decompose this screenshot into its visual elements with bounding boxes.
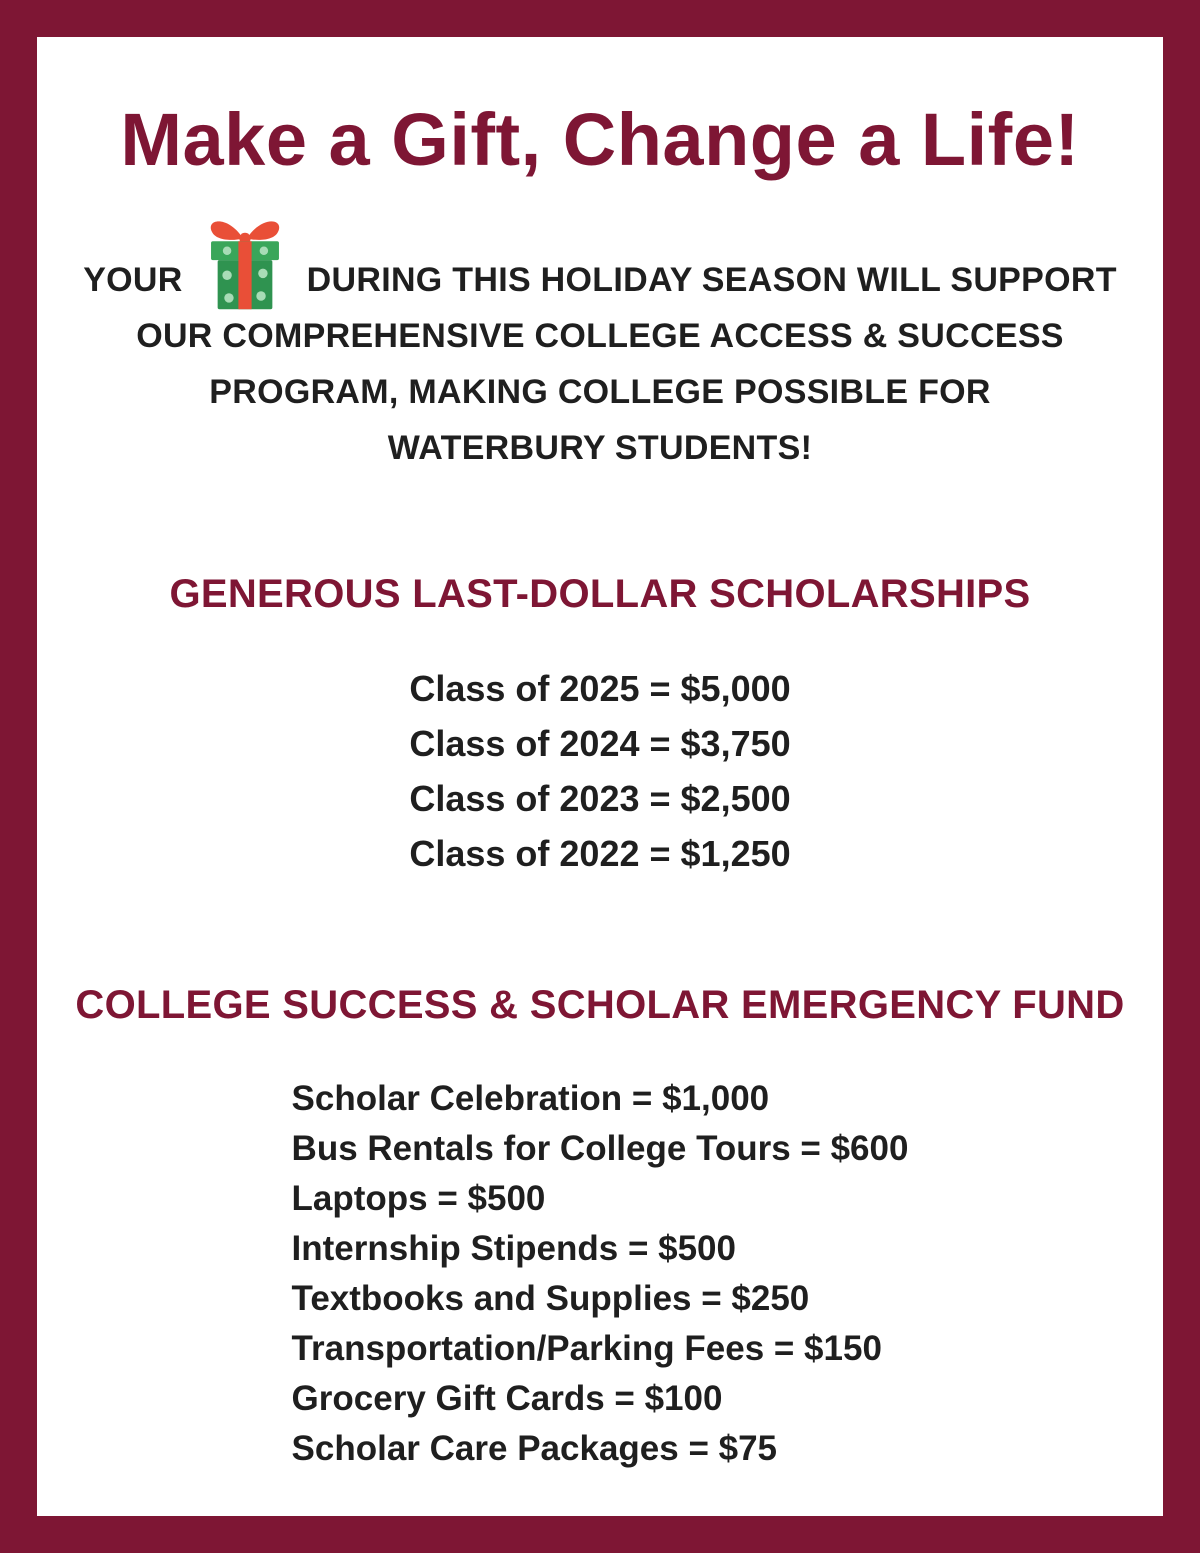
intro-line-4: WATERBURY STUDENTS!: [387, 429, 813, 468]
section-heading-scholarships: GENEROUS LAST-DOLLAR SCHOLARSHIPS: [169, 572, 1031, 617]
list-item: Class of 2023 = $2,500: [409, 778, 791, 820]
list-item: Internship Stipends = $500: [291, 1229, 736, 1269]
list-item: Class of 2022 = $1,250: [409, 833, 791, 875]
flyer-page: [37, 37, 1163, 1516]
list-item: Scholar Care Packages = $75: [291, 1429, 778, 1469]
list-item: Scholar Celebration = $1,000: [291, 1079, 770, 1119]
list-item: Laptops = $500: [291, 1179, 546, 1219]
section-heading-emergency-fund: COLLEGE SUCCESS & SCHOLAR EMERGENCY FUND: [75, 983, 1125, 1028]
intro-line-3: PROGRAM, MAKING COLLEGE POSSIBLE FOR: [209, 373, 991, 412]
intro-line-1: [37, 252, 1163, 308]
list-item: Transportation/Parking Fees = $150: [291, 1329, 882, 1369]
list-item: Class of 2025 = $5,000: [409, 668, 791, 710]
list-item: Class of 2024 = $3,750: [409, 723, 791, 765]
list-item: Grocery Gift Cards = $100: [291, 1379, 723, 1419]
intro-prefix: YOUR: [83, 261, 183, 300]
list-item: Textbooks and Supplies = $250: [291, 1279, 810, 1319]
emergency-fund-list: [292, 1074, 909, 1474]
intro-line-2: OUR COMPREHENSIVE COLLEGE ACCESS & SUCCESS: [136, 317, 1064, 356]
gift-icon: [197, 247, 293, 313]
list-item: Bus Rentals for College Tours = $600: [291, 1129, 909, 1169]
page-title: Make a Gift, Change a Life!: [120, 98, 1080, 181]
intro-paragraph: [37, 252, 1163, 476]
scholarship-list: [37, 661, 1163, 881]
intro-line-text: DURING THIS HOLIDAY SEASON WILL SUPPORT: [306, 261, 1117, 300]
